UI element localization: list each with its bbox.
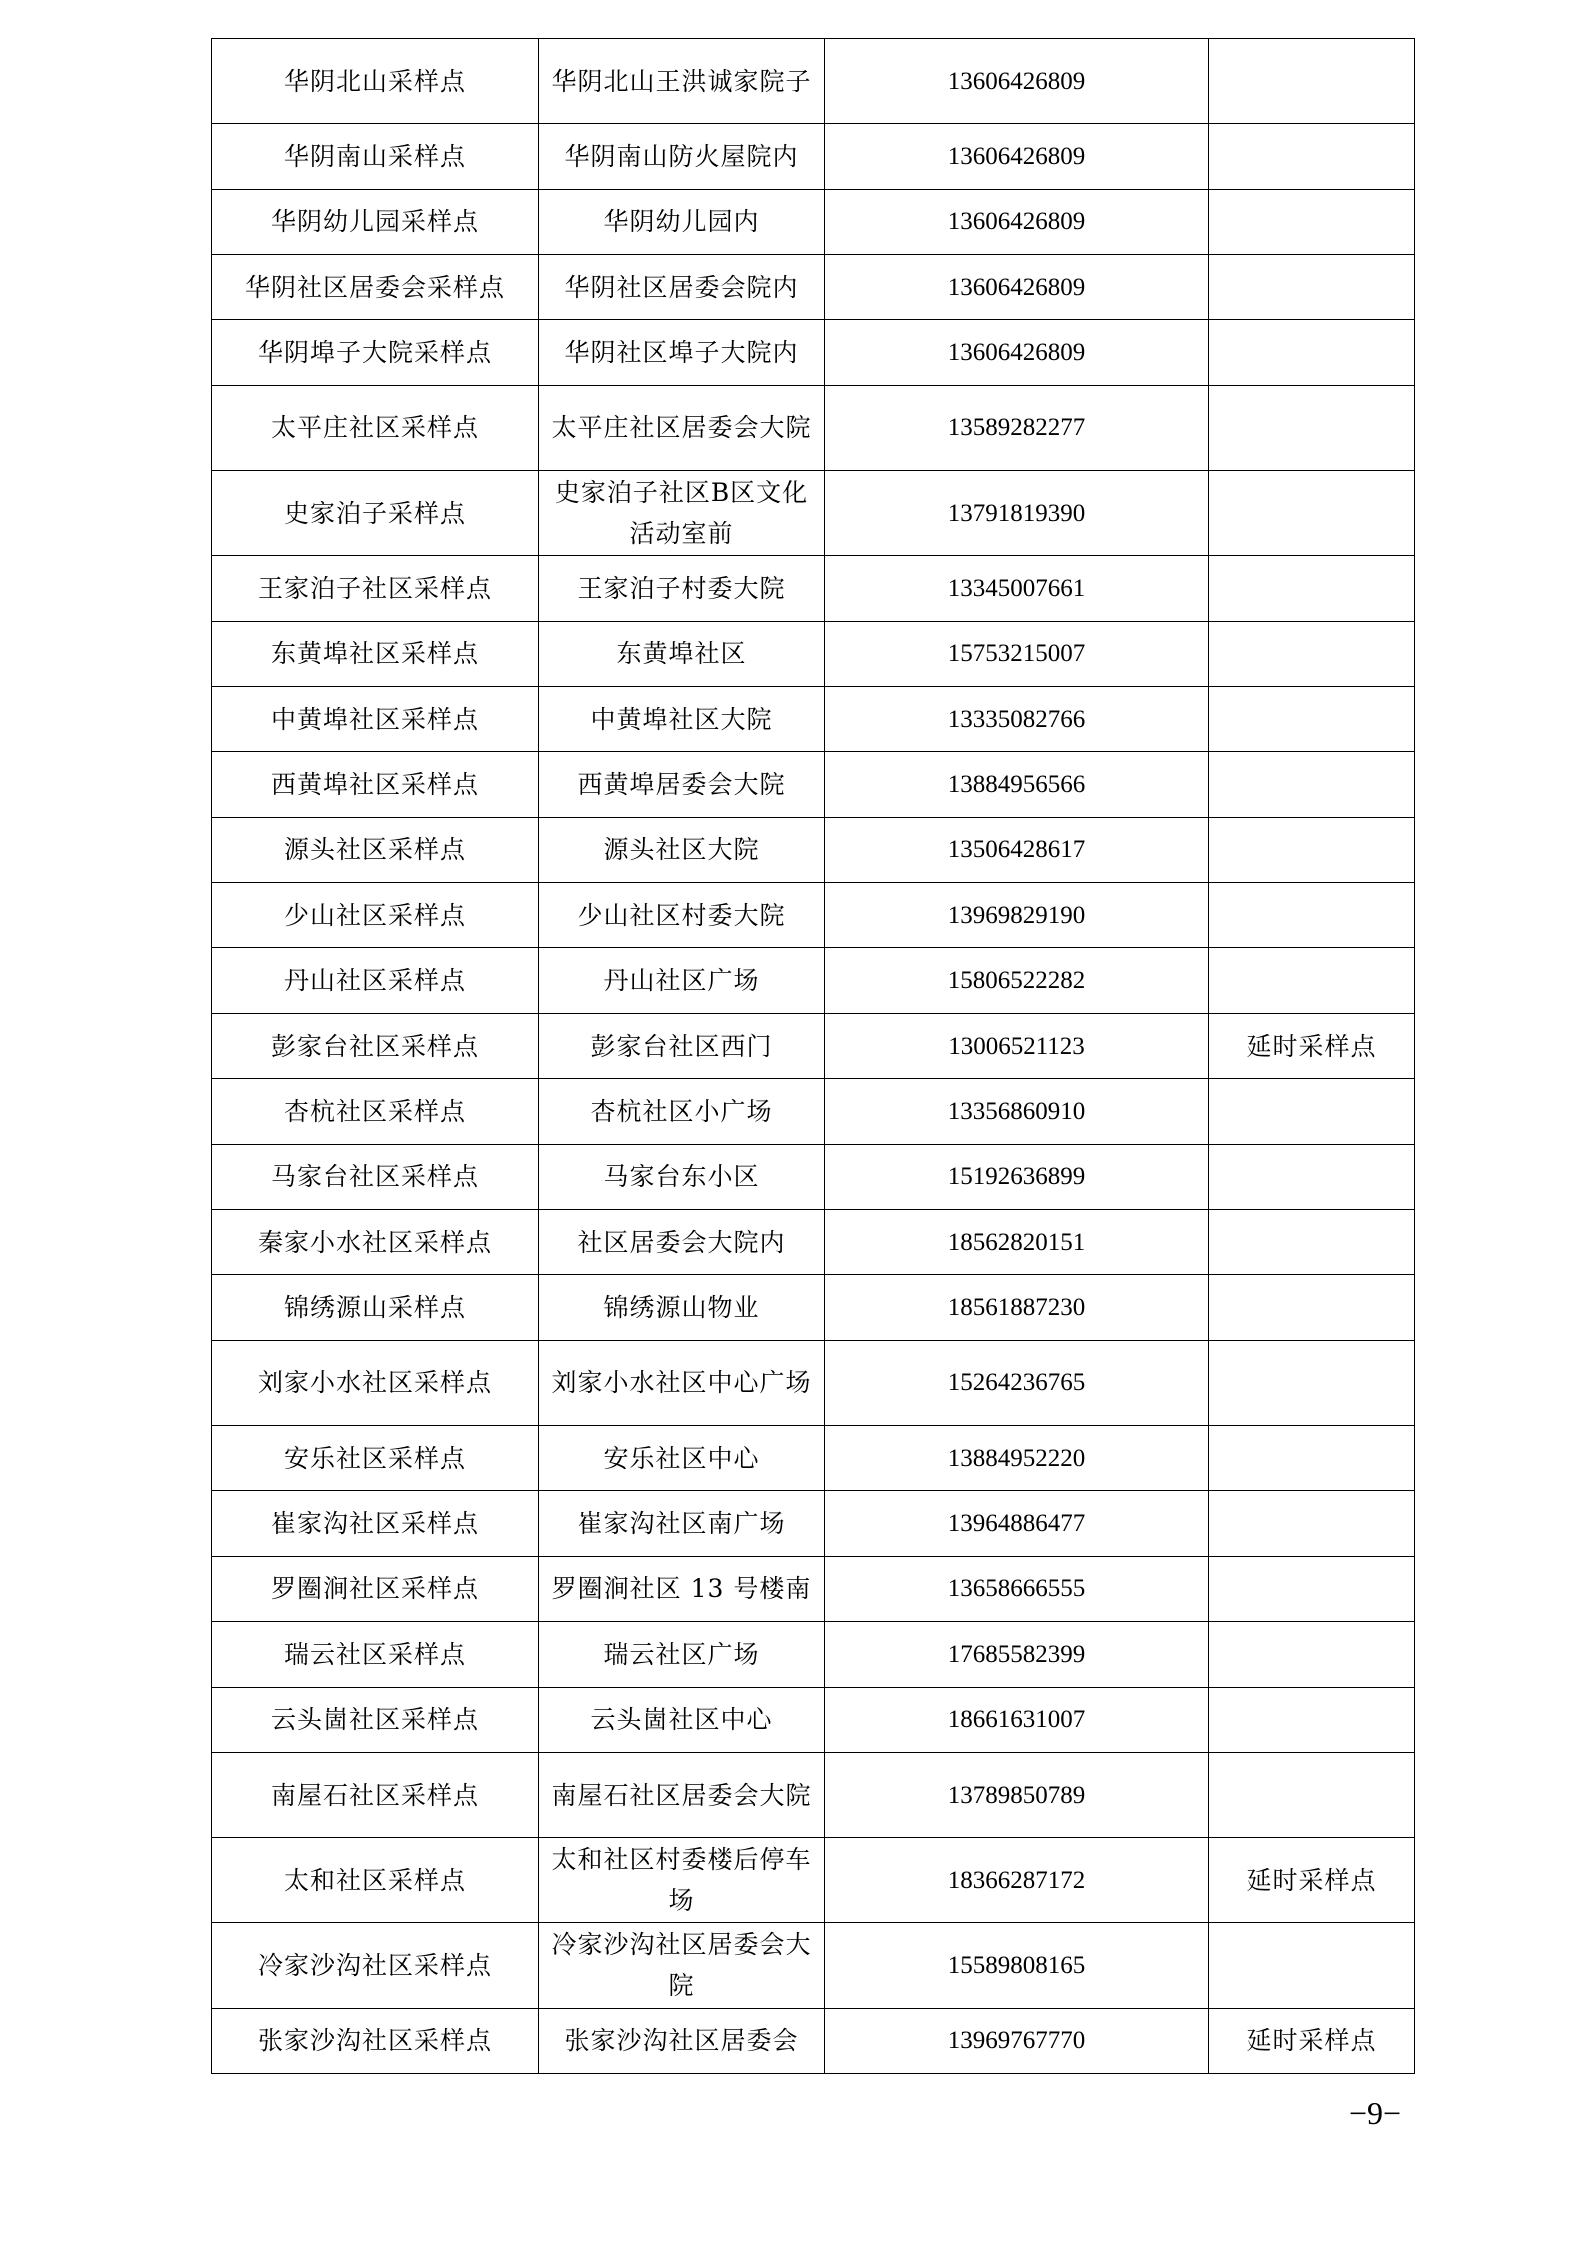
table-row [212, 883, 1415, 948]
table-row [212, 254, 1415, 319]
site-name-cell: 锦绣源山采样点 [212, 1275, 539, 1340]
table-row [212, 1210, 1415, 1275]
table-row [212, 1340, 1415, 1425]
address-cell: 华阴幼儿园内 [539, 189, 825, 254]
note-cell [1209, 320, 1415, 385]
site-name-cell: 罗圈涧社区采样点 [212, 1556, 539, 1621]
phone-cell: 13356860910 [825, 1079, 1209, 1144]
table-body [212, 39, 1415, 2074]
address-cell: 王家泊子村委大院 [539, 556, 825, 621]
site-name-cell: 源头社区采样点 [212, 817, 539, 882]
page-number: −9− [1348, 2095, 1402, 2131]
note-cell [1209, 470, 1415, 555]
phone-cell: 13658666555 [825, 1556, 1209, 1621]
site-name-cell: 瑞云社区采样点 [212, 1622, 539, 1687]
address-cell: 少山社区村委大院 [539, 883, 825, 948]
address-cell: 丹山社区广场 [539, 948, 825, 1013]
address-cell: 华阴南山防火屋院内 [539, 124, 825, 189]
phone-cell: 13964886477 [825, 1491, 1209, 1556]
sampling-sites-table [211, 38, 1415, 2074]
address-cell: 华阴北山王洪诚家院子 [539, 39, 825, 124]
phone-cell: 13884956566 [825, 752, 1209, 817]
table-row [212, 948, 1415, 1013]
address-cell: 社区居委会大院内 [539, 1210, 825, 1275]
phone-cell: 13589282277 [825, 385, 1209, 470]
phone-cell: 15806522282 [825, 948, 1209, 1013]
note-cell [1209, 621, 1415, 686]
note-cell: 延时采样点 [1209, 1013, 1415, 1078]
site-name-cell: 少山社区采样点 [212, 883, 539, 948]
site-name-cell: 华阴埠子大院采样点 [212, 320, 539, 385]
note-cell [1209, 1752, 1415, 1837]
phone-cell: 15192636899 [825, 1144, 1209, 1209]
site-name-cell: 太和社区采样点 [212, 1838, 539, 1923]
site-name-cell: 史家泊子采样点 [212, 470, 539, 555]
phone-cell: 13606426809 [825, 39, 1209, 124]
table-row [212, 1079, 1415, 1144]
table-row [212, 1923, 1415, 2008]
phone-cell: 18562820151 [825, 1210, 1209, 1275]
note-cell [1209, 948, 1415, 1013]
site-name-cell: 秦家小水社区采样点 [212, 1210, 539, 1275]
address-cell: 张家沙沟社区居委会 [539, 2008, 825, 2073]
phone-cell: 15264236765 [825, 1340, 1209, 1425]
address-cell: 锦绣源山物业 [539, 1275, 825, 1340]
site-name-cell: 彭家台社区采样点 [212, 1013, 539, 1078]
phone-cell: 15753215007 [825, 621, 1209, 686]
address-cell: 杏杭社区小广场 [539, 1079, 825, 1144]
phone-cell: 15589808165 [825, 1923, 1209, 2008]
table-row [212, 1687, 1415, 1752]
phone-cell: 13606426809 [825, 254, 1209, 319]
note-cell [1209, 1923, 1415, 2008]
address-cell: 刘家小水社区中心广场 [539, 1340, 825, 1425]
site-name-cell: 丹山社区采样点 [212, 948, 539, 1013]
note-cell [1209, 1687, 1415, 1752]
phone-cell: 13969767770 [825, 2008, 1209, 2073]
table-row [212, 1144, 1415, 1209]
table-row [212, 752, 1415, 817]
table-row [212, 189, 1415, 254]
address-cell: 华阴社区埠子大院内 [539, 320, 825, 385]
address-cell: 云头崮社区中心 [539, 1687, 825, 1752]
table-row [212, 385, 1415, 470]
note-cell [1209, 817, 1415, 882]
table-row [212, 621, 1415, 686]
address-cell: 西黄埠居委会大院 [539, 752, 825, 817]
note-cell [1209, 189, 1415, 254]
site-name-cell: 马家台社区采样点 [212, 1144, 539, 1209]
address-cell: 南屋石社区居委会大院 [539, 1752, 825, 1837]
site-name-cell: 冷家沙沟社区采样点 [212, 1923, 539, 2008]
site-name-cell: 东黄埠社区采样点 [212, 621, 539, 686]
note-cell [1209, 254, 1415, 319]
table-row [212, 556, 1415, 621]
table-row [212, 39, 1415, 124]
address-cell: 源头社区大院 [539, 817, 825, 882]
phone-cell: 13606426809 [825, 189, 1209, 254]
table-row [212, 686, 1415, 751]
site-name-cell: 西黄埠社区采样点 [212, 752, 539, 817]
site-name-cell: 华阴北山采样点 [212, 39, 539, 124]
site-name-cell: 王家泊子社区采样点 [212, 556, 539, 621]
table-row [212, 817, 1415, 882]
table-row [212, 1275, 1415, 1340]
table-row [212, 1838, 1415, 1923]
phone-cell: 13606426809 [825, 124, 1209, 189]
note-cell: 延时采样点 [1209, 1838, 1415, 1923]
phone-cell: 13006521123 [825, 1013, 1209, 1078]
table-row [212, 1556, 1415, 1621]
note-cell [1209, 1622, 1415, 1687]
site-name-cell: 华阴幼儿园采样点 [212, 189, 539, 254]
note-cell [1209, 1426, 1415, 1491]
note-cell [1209, 1210, 1415, 1275]
note-cell: 延时采样点 [1209, 2008, 1415, 2073]
table-row [212, 470, 1415, 555]
site-name-cell: 张家沙沟社区采样点 [212, 2008, 539, 2073]
site-name-cell: 刘家小水社区采样点 [212, 1340, 539, 1425]
site-name-cell: 华阴南山采样点 [212, 124, 539, 189]
address-cell: 中黄埠社区大院 [539, 686, 825, 751]
address-cell: 太和社区村委楼后停车场 [539, 1838, 825, 1923]
site-name-cell: 崔家沟社区采样点 [212, 1491, 539, 1556]
note-cell [1209, 124, 1415, 189]
site-name-cell: 中黄埠社区采样点 [212, 686, 539, 751]
note-cell [1209, 1340, 1415, 1425]
note-cell [1209, 1491, 1415, 1556]
site-name-cell: 安乐社区采样点 [212, 1426, 539, 1491]
phone-cell: 13345007661 [825, 556, 1209, 621]
site-name-cell: 南屋石社区采样点 [212, 1752, 539, 1837]
note-cell [1209, 1079, 1415, 1144]
note-cell [1209, 1144, 1415, 1209]
note-cell [1209, 686, 1415, 751]
note-cell [1209, 752, 1415, 817]
address-cell: 安乐社区中心 [539, 1426, 825, 1491]
site-name-cell: 华阴社区居委会采样点 [212, 254, 539, 319]
address-cell: 东黄埠社区 [539, 621, 825, 686]
address-cell: 冷家沙沟社区居委会大院 [539, 1923, 825, 2008]
table-row [212, 1426, 1415, 1491]
table-row [212, 2008, 1415, 2073]
phone-cell: 13789850789 [825, 1752, 1209, 1837]
table-row [212, 1013, 1415, 1078]
phone-cell: 13884952220 [825, 1426, 1209, 1491]
site-name-cell: 云头崮社区采样点 [212, 1687, 539, 1752]
site-name-cell: 杏杭社区采样点 [212, 1079, 539, 1144]
site-name-cell: 太平庄社区采样点 [212, 385, 539, 470]
address-cell: 罗圈涧社区 13 号楼南 [539, 1556, 825, 1621]
address-cell: 太平庄社区居委会大院 [539, 385, 825, 470]
phone-cell: 18561887230 [825, 1275, 1209, 1340]
address-cell: 彭家台社区西门 [539, 1013, 825, 1078]
phone-cell: 13335082766 [825, 686, 1209, 751]
phone-cell: 13606426809 [825, 320, 1209, 385]
note-cell [1209, 1275, 1415, 1340]
note-cell [1209, 883, 1415, 948]
phone-cell: 18661631007 [825, 1687, 1209, 1752]
address-cell: 崔家沟社区南广场 [539, 1491, 825, 1556]
phone-cell: 18366287172 [825, 1838, 1209, 1923]
table-row [212, 1491, 1415, 1556]
address-cell: 华阴社区居委会院内 [539, 254, 825, 319]
note-cell [1209, 556, 1415, 621]
address-cell: 马家台东小区 [539, 1144, 825, 1209]
table-row [212, 320, 1415, 385]
table-row [212, 1622, 1415, 1687]
table-row [212, 1752, 1415, 1837]
phone-cell: 13969829190 [825, 883, 1209, 948]
address-cell: 瑞云社区广场 [539, 1622, 825, 1687]
address-cell: 史家泊子社区B区文化活动室前 [539, 470, 825, 555]
phone-cell: 13791819390 [825, 470, 1209, 555]
phone-cell: 17685582399 [825, 1622, 1209, 1687]
note-cell [1209, 1556, 1415, 1621]
note-cell [1209, 385, 1415, 470]
table-row [212, 124, 1415, 189]
note-cell [1209, 39, 1415, 124]
phone-cell: 13506428617 [825, 817, 1209, 882]
